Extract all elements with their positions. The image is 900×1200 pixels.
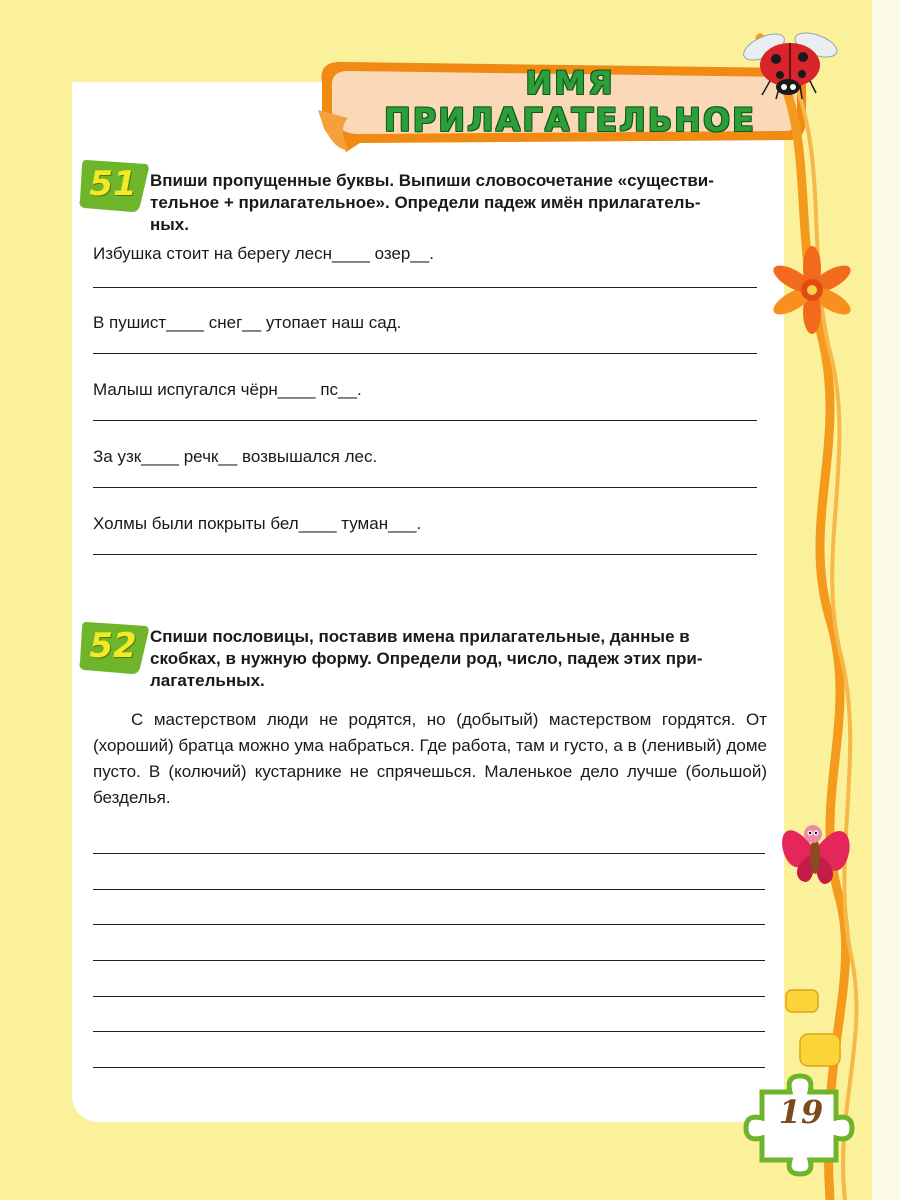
- page-number: 19: [778, 1093, 824, 1131]
- exercise-sentence: Холмы были покрыты бел____ туман___.: [93, 514, 422, 533]
- butterfly-icon: [782, 825, 850, 884]
- task-51-title-line: Впиши пропущенные буквы. Выпиши словосочетание «существи-: [150, 171, 714, 190]
- exercise-sentence: В пушист____ снег__ утопает наш сад.: [93, 313, 402, 332]
- task-52-title-line: скобках, в нужную форму. Определи род, число, падеж этих при-: [150, 649, 703, 668]
- answer-line[interactable]: [93, 1031, 765, 1032]
- task-51-title-line: ных.: [150, 215, 189, 234]
- answer-line[interactable]: [93, 287, 757, 288]
- page-title-line1: ИМЯ: [525, 64, 615, 102]
- answer-line[interactable]: [93, 487, 757, 488]
- exercise-sentence: Избушка стоит на берегу лесн____ озер__.: [93, 244, 434, 263]
- puzzle-bit-icon: [800, 1034, 840, 1066]
- proverbs-text: С мастерством люди не родятся, но (добытый) мастерством гордятся. От (хороший) братца можно ума набраться. Где работа, там и густо, а в (ленивый) доме пусто. В (колючий) кустарнике не спрячешься. Маленькое дело лучше (большой) безделья.: [93, 710, 767, 807]
- answer-line[interactable]: [93, 889, 765, 890]
- answer-line[interactable]: [93, 353, 757, 354]
- exercise-sentence: Малыш испугался чёрн____ пс__.: [93, 380, 362, 399]
- task-52-badge: [82, 622, 144, 674]
- answer-line[interactable]: [93, 420, 757, 421]
- task-52-number: 52: [89, 626, 137, 666]
- vine-decoration: [760, 38, 856, 1200]
- answer-line[interactable]: [93, 1067, 765, 1068]
- task-51-title-line: тельное + прилагательное». Определи падеж имён прилагатель-: [150, 193, 701, 212]
- task-51-number: 51: [89, 164, 137, 204]
- answer-line[interactable]: [93, 960, 765, 961]
- task-52-title-line: лагательных.: [150, 671, 265, 690]
- task-51-badge: [82, 160, 144, 212]
- task-52-title-line: Спиши пословицы, поставив имена прилагательные, данные в: [150, 627, 690, 646]
- answer-line[interactable]: [93, 853, 765, 854]
- exercise-sentence: За узк____ речк__ возвышался лес.: [93, 447, 378, 466]
- flower-icon: [769, 246, 854, 334]
- puzzle-bit-icon: [786, 990, 818, 1012]
- task-52-title: [150, 626, 768, 692]
- task-51-title: [150, 170, 768, 236]
- page-title-line2: ПРИЛАГАТЕЛЬНОЕ: [383, 101, 756, 139]
- answer-line[interactable]: [93, 554, 757, 555]
- answer-line[interactable]: [93, 996, 765, 997]
- answer-line[interactable]: [93, 924, 765, 925]
